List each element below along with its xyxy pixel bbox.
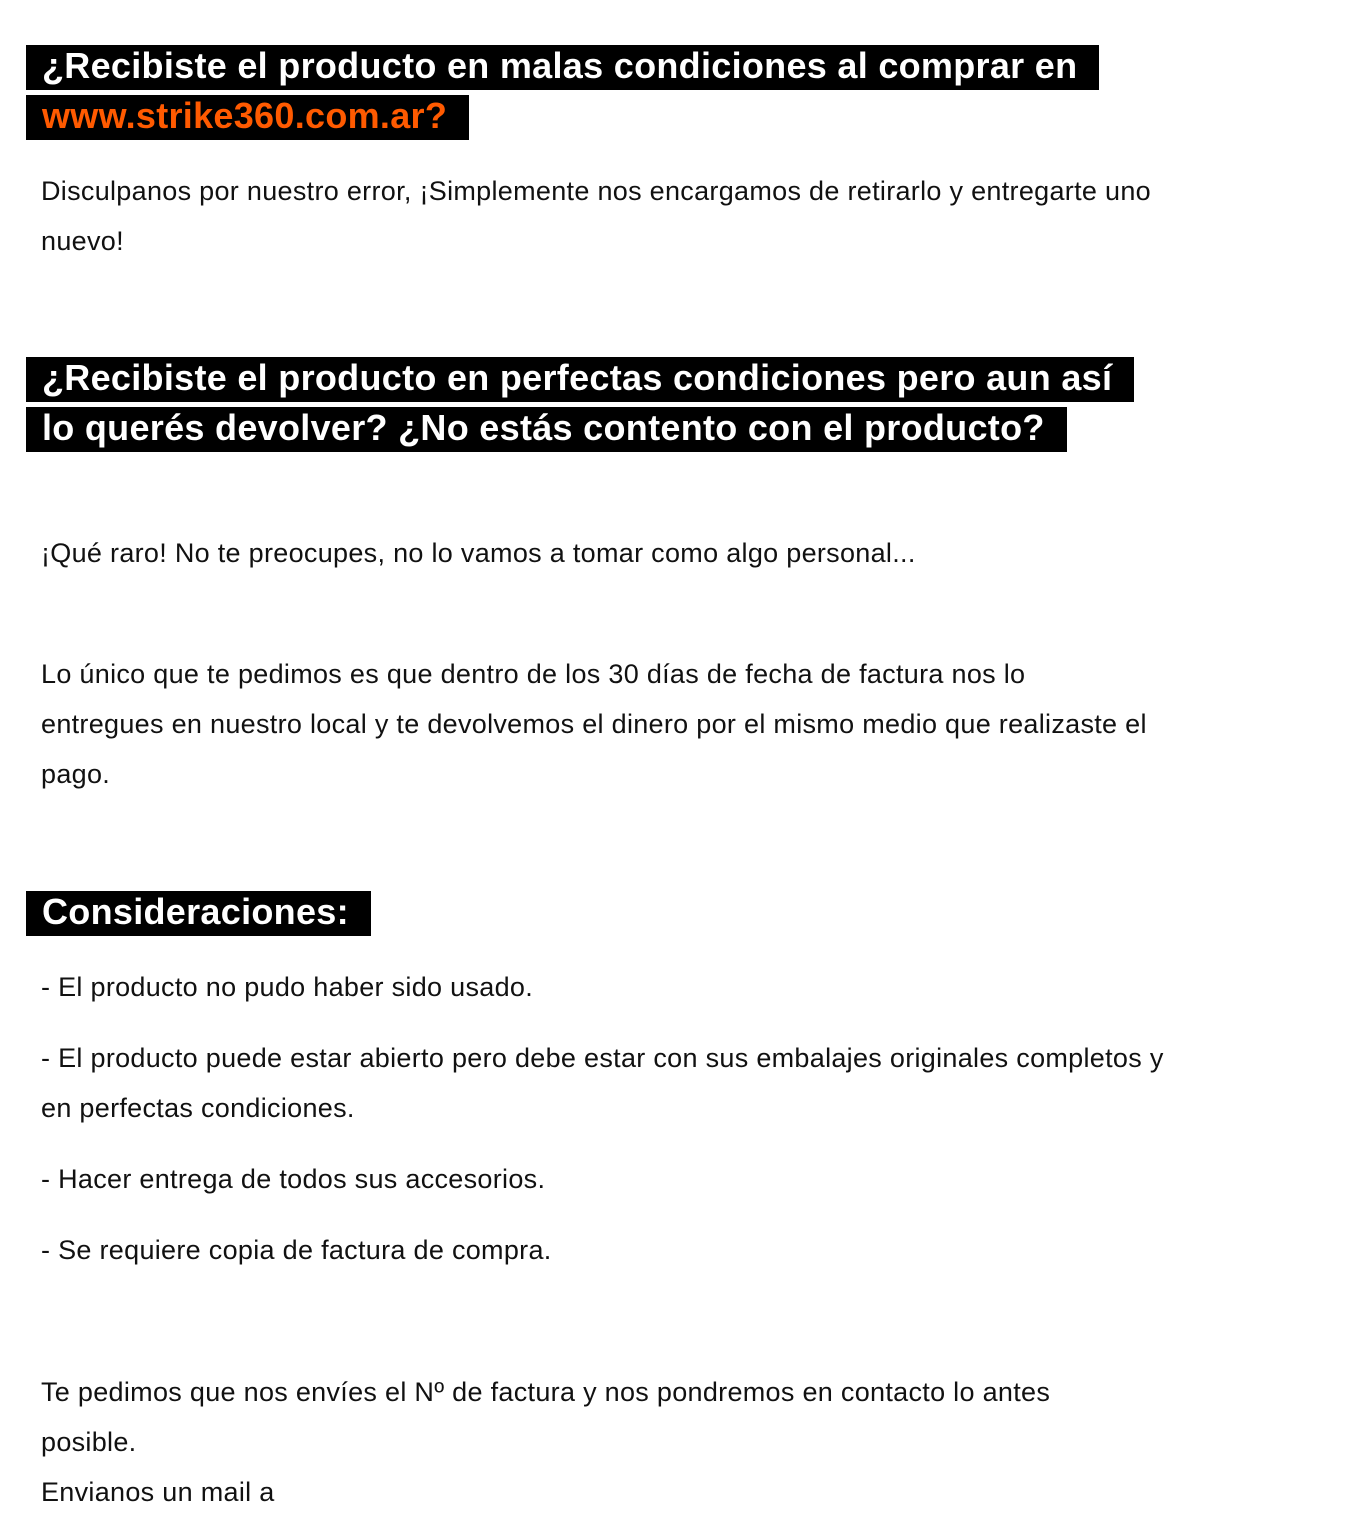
heading-highlight bbox=[26, 45, 1099, 140]
email-prompt: Envianos un mail a bbox=[41, 1477, 275, 1507]
return-window-paragraph: Lo único que te pedimos es que dentro de los 30 días de fecha de factura nos lo entregues en nuestro local y te devolvemos el dinero por el mismo medio que realizaste el pago. bbox=[41, 659, 1147, 789]
store-link[interactable]: www.strike360.com.ar? bbox=[42, 95, 448, 136]
consideration-item: - Se requiere copia de factura de compra. bbox=[41, 1235, 552, 1265]
heading-bad-condition bbox=[26, 41, 1146, 141]
heading-perfect-condition bbox=[26, 353, 1146, 453]
consideration-item: - Hacer entrega de todos sus accesorios. bbox=[41, 1164, 546, 1194]
heading-perfect-condition-text: ¿Recibiste el producto en perfectas condiciones pero aun así lo querés devolver? ¿No estás contento con el producto? bbox=[26, 357, 1134, 452]
heading-bad-condition-text: ¿Recibiste el producto en malas condiciones al comprar en bbox=[42, 45, 1078, 86]
contact-paragraph: Te pedimos que nos envíes el Nº de factura y nos pondremos en contacto lo antes posible. bbox=[41, 1377, 1051, 1457]
heading-considerations-text: Consideraciones: bbox=[26, 891, 371, 936]
reassurance-paragraph: ¡Qué raro! No te preocupes, no lo vamos a tomar como algo personal... bbox=[41, 538, 916, 568]
heading-considerations bbox=[26, 887, 826, 937]
apology-paragraph: Disculpanos por nuestro error, ¡Simplemente nos encargamos de retirarlo y entregarte uno nuevo! bbox=[41, 176, 1151, 256]
consideration-item: - El producto puede estar abierto pero debe estar con sus embalajes originales completos y en perfectas condiciones. bbox=[41, 1043, 1164, 1123]
consideration-item: - El producto no pudo haber sido usado. bbox=[41, 972, 534, 1002]
